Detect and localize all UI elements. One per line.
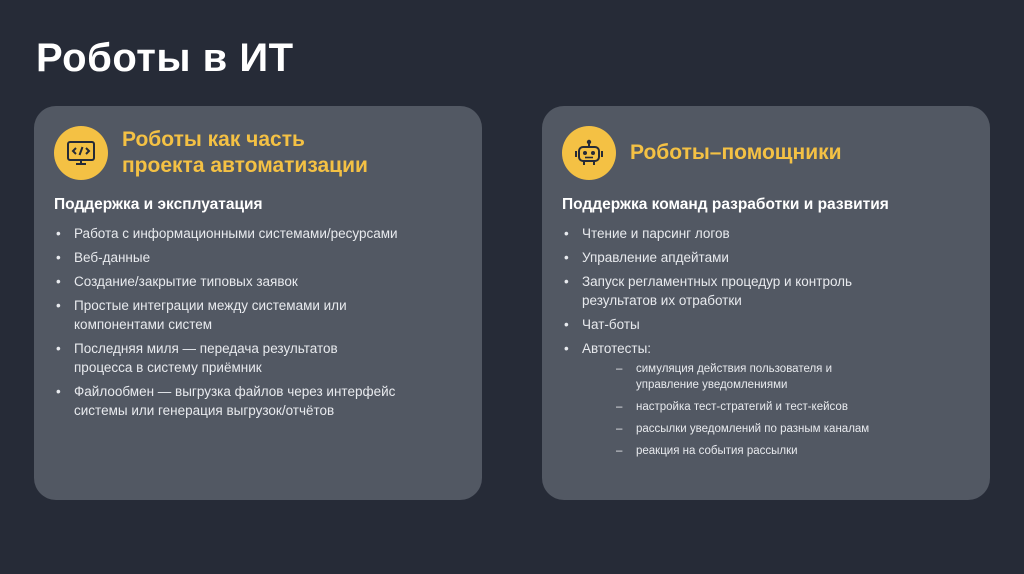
card-title-line: проекта автоматизации	[122, 154, 368, 177]
list-item: • Простые интеграции между системами или компонентами систем	[56, 298, 347, 332]
list-item: • Автотесты: – симуляция действия пользователя и управление уведомлениями – настройка тест-стратегий и тест-кейсов – рассылки уведомлений по разным каналам – реакция на события рассылки	[562, 339, 982, 459]
page-title: Роботы в ИТ	[36, 36, 294, 80]
list-item: • Чат-боты	[564, 317, 640, 332]
list-item: • Файлообмен — выгрузка файлов через интерфейс системы или генерация выгрузок/отчётов	[56, 384, 396, 418]
sub-list-item: – реакция на события рассылки	[616, 445, 798, 457]
card-title	[122, 127, 368, 179]
automation-robots-card	[34, 106, 482, 500]
list-item: • Работа с информационными системами/ресурсами	[56, 226, 398, 241]
list-item: • Запуск регламентных процедур и контроль результатов их отработки	[564, 274, 853, 308]
list-item: • Веб-данные	[56, 250, 151, 265]
list-item: • Создание/закрытие типовых заявок	[56, 274, 298, 289]
list-item: • Управление апдейтами	[564, 250, 729, 265]
section-heading: Поддержка и эксплуатация	[54, 196, 263, 213]
card-header	[54, 126, 368, 180]
section-heading: Поддержка команд разработки и развития	[562, 196, 889, 213]
sub-list	[582, 361, 982, 459]
robot-icon	[562, 126, 616, 180]
bullet-list	[562, 224, 982, 465]
list-item: • Последняя миля — передача результатов процесса в систему приёмник	[56, 341, 338, 375]
card-header	[562, 126, 842, 180]
sub-list-item: – симуляция действия пользователя и управление уведомлениями	[616, 363, 833, 391]
sub-list-item: – настройка тест-стратегий и тест-кейсов	[616, 401, 848, 413]
bullet-list	[54, 224, 474, 425]
list-item: • Чтение и парсинг логов	[564, 226, 730, 241]
code-window-icon	[54, 126, 108, 180]
sub-list-item: – рассылки уведомлений по разным каналам	[616, 423, 870, 435]
card-title-line: Роботы как часть	[122, 128, 305, 151]
card-title: Роботы–помощники	[630, 141, 842, 164]
helper-robots-card	[542, 106, 990, 500]
